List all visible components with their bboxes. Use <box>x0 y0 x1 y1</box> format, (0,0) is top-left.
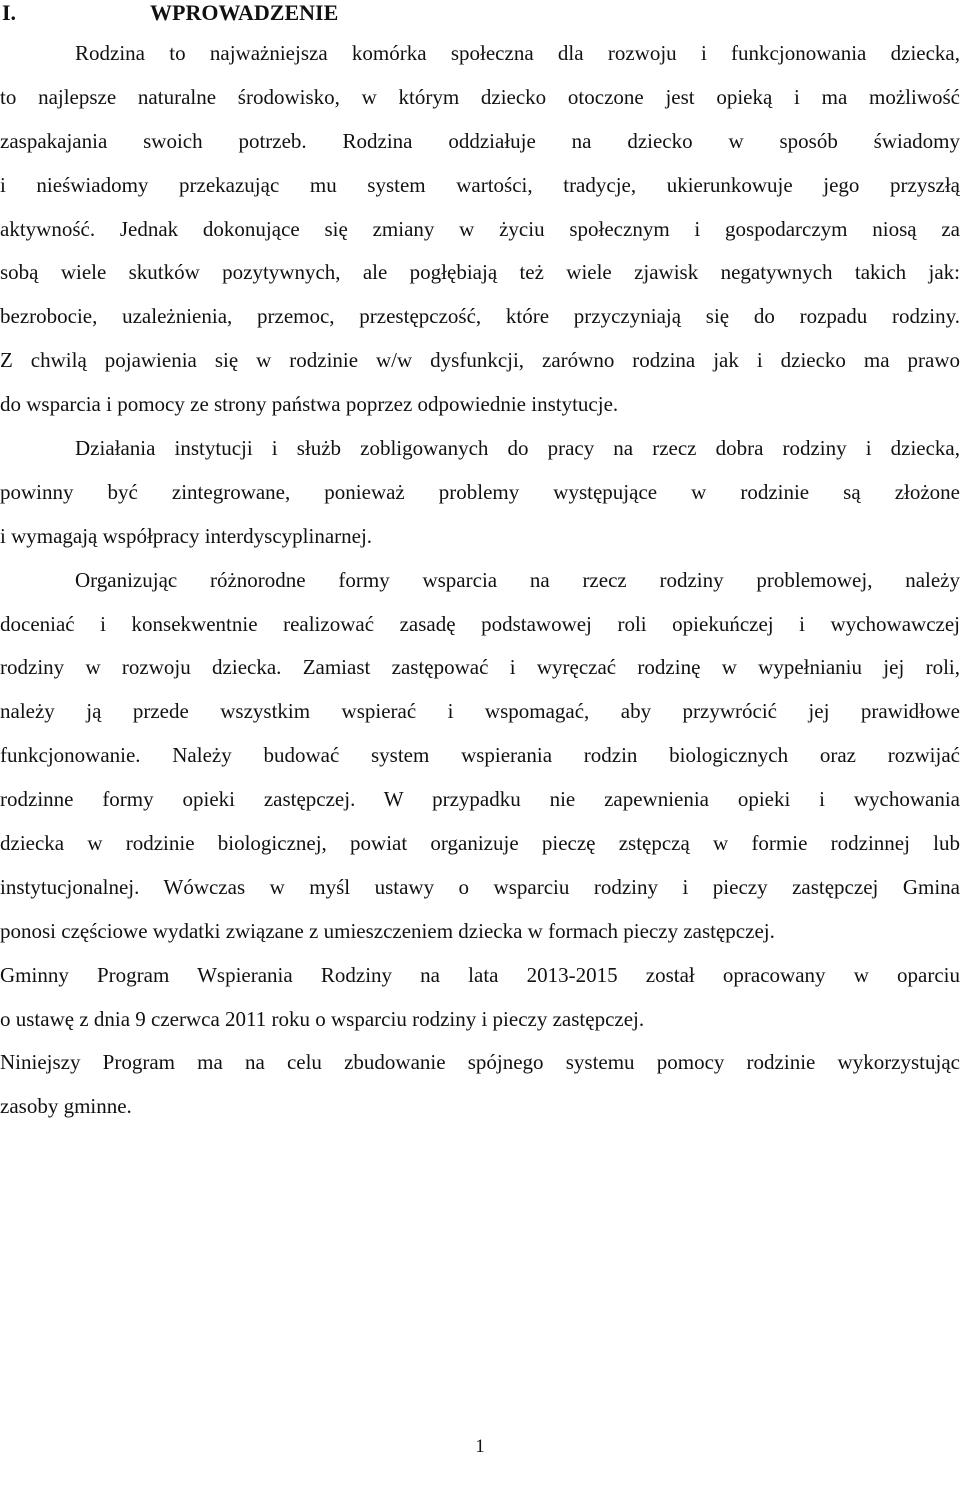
section-title: WPROWADZENIE <box>150 0 339 25</box>
text-line: i nieświadomy przekazując mu system wartości, tradycje, ukierunkowuje jego przyszłą <box>0 172 960 197</box>
text-line: Niniejszy Program ma na celu zbudowanie spójnego systemu pomocy rodzinie wykorzystując <box>0 1050 960 1075</box>
text-line: funkcjonowanie. Należy budować system wspierania rodzin biologicznych oraz rozwijać <box>0 743 960 768</box>
text-line: doceniać i konsekwentnie realizować zasadę podstawowej roli opiekuńczej i wychowawczej <box>0 611 960 636</box>
text-line: Organizując różnorodne formy wsparcia na rzecz rodziny problemowej, należy <box>75 567 960 592</box>
text-line: dziecka w rodzinie biologicznej, powiat organizuje pieczę zstępczą w formie rodzinnej lub <box>0 831 960 856</box>
text-line: Działania instytucji i służb zobligowanych do pracy na rzecz dobra rodziny i dziecka, <box>75 436 960 461</box>
text-line: o ustawę z dnia 9 czerwca 2011 roku o wsparciu rodziny i pieczy zastępczej. <box>0 1006 645 1031</box>
text-line: to najlepsze naturalne środowisko, w którym dziecko otoczone jest opieką i ma możliwość <box>0 84 960 109</box>
body-text <box>0 32 960 1129</box>
section-heading <box>0 0 960 26</box>
text-line: należy ją przede wszystkim wspierać i wspomagać, aby przywrócić jej prawidłowe <box>0 699 960 724</box>
text-line: instytucjonalnej. Wówczas w myśl ustawy o wsparciu rodziny i pieczy zastępczej Gmina <box>0 874 960 899</box>
page-number: 1 <box>475 1436 485 1457</box>
text-line: rodziny w rozwoju dziecka. Zamiast zastępować i wyręczać rodzinę w wypełnianiu jej roli, <box>0 655 960 680</box>
text-line: rodzinne formy opieki zastępczej. W przypadku nie zapewnienia opieki i wychowania <box>0 787 960 812</box>
text-line: bezrobocie, uzależnienia, przemoc, przestępczość, które przyczyniają się do rozpadu rodziny. <box>0 304 960 329</box>
text-line: Gminny Program Wspierania Rodziny na lata 2013-2015 został opracowany w oparciu <box>0 962 960 987</box>
text-line: ponosi częściowe wydatki związane z umieszczeniem dziecka w formach pieczy zastępczej. <box>0 918 775 943</box>
text-line: Z chwilą pojawienia się w rodzinie w/w dysfunkcji, zarówno rodzina jak i dziecko ma prawo <box>0 348 960 373</box>
text-line: aktywność. Jednak dokonujące się zmiany w życiu społecznym i gospodarczym niosą za <box>0 216 960 241</box>
text-line: powinny być zintegrowane, ponieważ problemy występujące w rodzinie są złożone <box>0 479 960 504</box>
text-line: zaspakajania swoich potrzeb. Rodzina oddziałuje na dziecko w sposób świadomy <box>0 128 960 153</box>
text-line: zasoby gminne. <box>0 1094 132 1119</box>
text-line: sobą wiele skutków pozytywnych, ale pogłębiają też wiele zjawisk negatywnych takich jak: <box>0 260 960 285</box>
text-line: Rodzina to najważniejsza komórka społeczna dla rozwoju i funkcjonowania dziecka, <box>75 41 960 65</box>
text-line: do wsparcia i pomocy ze strony państwa poprzez odpowiednie instytucje. <box>0 392 619 417</box>
text-line: i wymagają współpracy interdyscyplinarnej. <box>0 523 373 548</box>
section-number: I. <box>2 0 17 25</box>
